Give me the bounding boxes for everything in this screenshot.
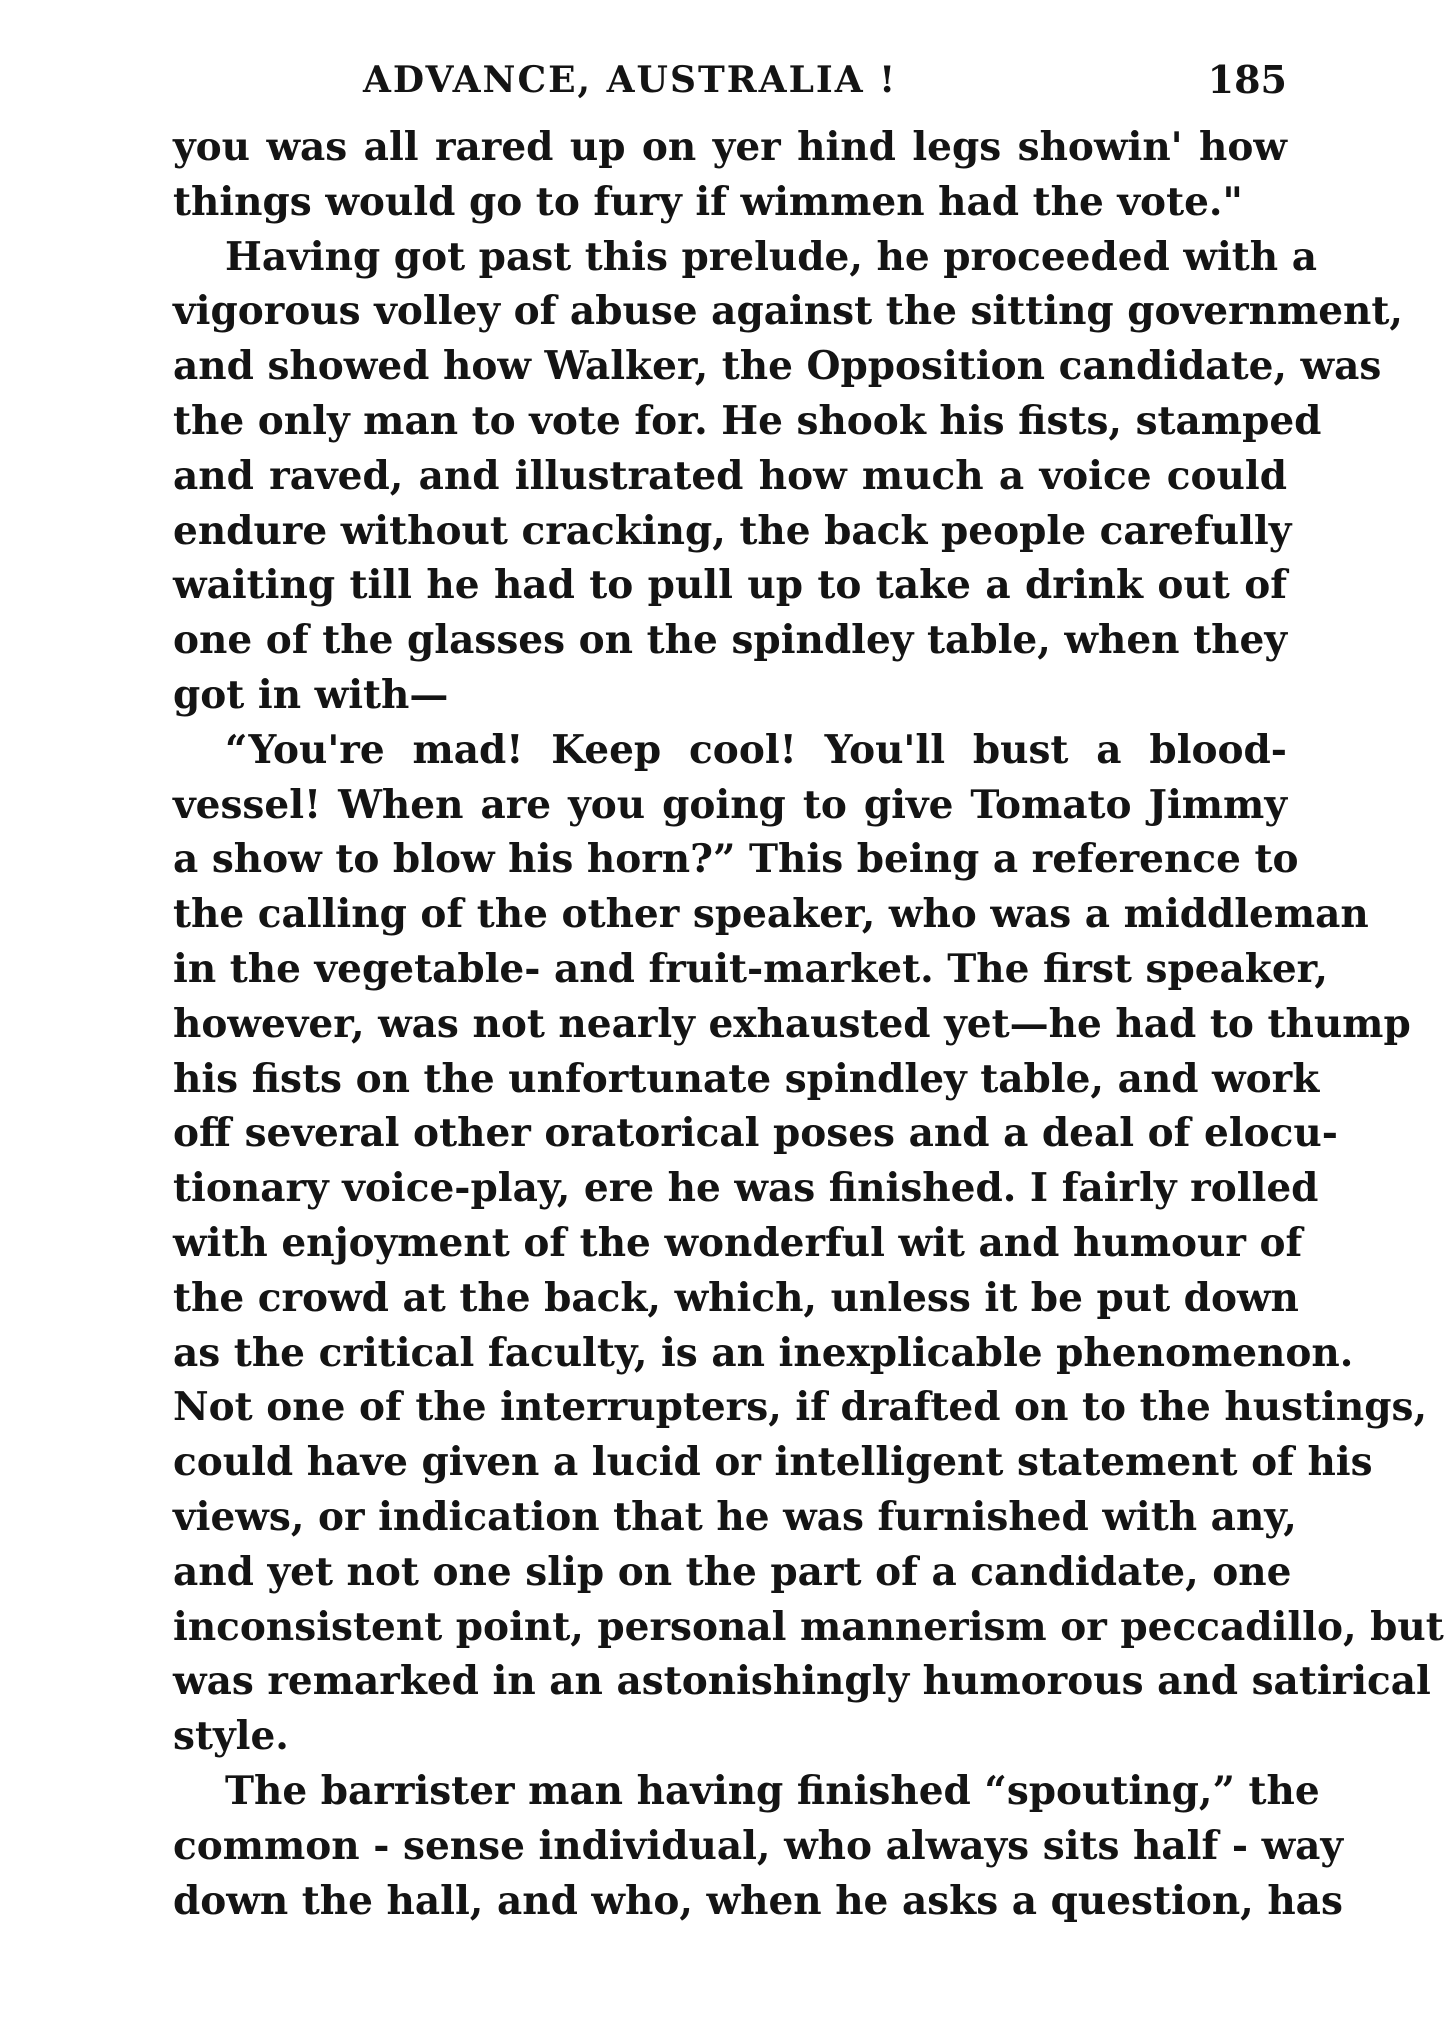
text-line: things would go to fury if wimmen had the vote." (173, 178, 1243, 225)
book-page (173, 50, 1444, 1928)
text-line: endure without cracking, the back people carefully (173, 507, 1292, 554)
text-line: the crowd at the back, which, unless it be put down (173, 1274, 1299, 1321)
text-line: “You're mad! Keep cool! You'll bust a blood- (225, 726, 1287, 773)
text-line: was remarked in an astonishingly humorous and satirical (173, 1658, 1431, 1705)
text-line: the only man to vote for. He shook his fists, stamped (173, 397, 1322, 444)
text-line: off several other oratorical poses and a deal of elocu- (173, 1110, 1338, 1157)
page-number: 185 (1207, 57, 1287, 102)
body-text (173, 120, 1444, 1928)
text-line: and yet not one slip on the part of a candidate, one (173, 1548, 1292, 1595)
text-line: inconsistent point, personal mannerism or peccadillo, but (173, 1603, 1444, 1650)
text-line: you was all rared up on yer hind legs showin' how (173, 124, 1287, 170)
text-line: The barrister man having finished “spouting,” the (225, 1767, 1320, 1814)
running-title: ADVANCE, AUSTRALIA ! (362, 59, 898, 101)
text-line: the calling of the other speaker, who was a middleman (173, 891, 1369, 938)
text-line: style. (173, 1713, 289, 1760)
running-header (173, 50, 1287, 120)
text-line: and raved, and illustrated how much a voice could (173, 452, 1287, 499)
text-line: his fists on the unfortunate spindley table, and work (173, 1055, 1320, 1102)
text-line: with enjoyment of the wonderful wit and humour of (173, 1219, 1303, 1266)
text-line: could have given a lucid or intelligent statement of his (173, 1439, 1373, 1486)
text-line: common - sense individual, who always sits half - way (173, 1822, 1344, 1869)
text-line: down the hall, and who, when he asks a question, has (173, 1877, 1343, 1924)
text-line: in the vegetable- and fruit-market. The first speaker, (173, 945, 1328, 992)
text-line: one of the glasses on the spindley table, when they (173, 617, 1287, 664)
text-line: as the critical faculty, is an inexplicable phenomenon. (173, 1329, 1354, 1376)
text-line: got in with— (173, 671, 449, 718)
text-line: however, was not nearly exhausted yet—he had to thump (173, 1000, 1411, 1047)
text-line: and showed how Walker, the Opposition candidate, was (173, 343, 1382, 390)
text-line: waiting till he had to pull up to take a drink out of (173, 562, 1287, 609)
text-line: vessel! When are you going to give Tomato Jimmy (173, 781, 1287, 828)
text-line: Not one of the interrupters, if drafted on to the hustings, (173, 1384, 1428, 1431)
text-line: Having got past this prelude, he proceeded with a (225, 233, 1317, 280)
text-line: tionary voice-play, ere he was finished. I fairly rolled (173, 1165, 1319, 1212)
text-line: views, or indication that he was furnished with any, (173, 1493, 1297, 1540)
text-line: a show to blow his horn?” This being a reference to (173, 836, 1299, 883)
text-line: vigorous volley of abuse against the sitting government, (173, 288, 1403, 335)
